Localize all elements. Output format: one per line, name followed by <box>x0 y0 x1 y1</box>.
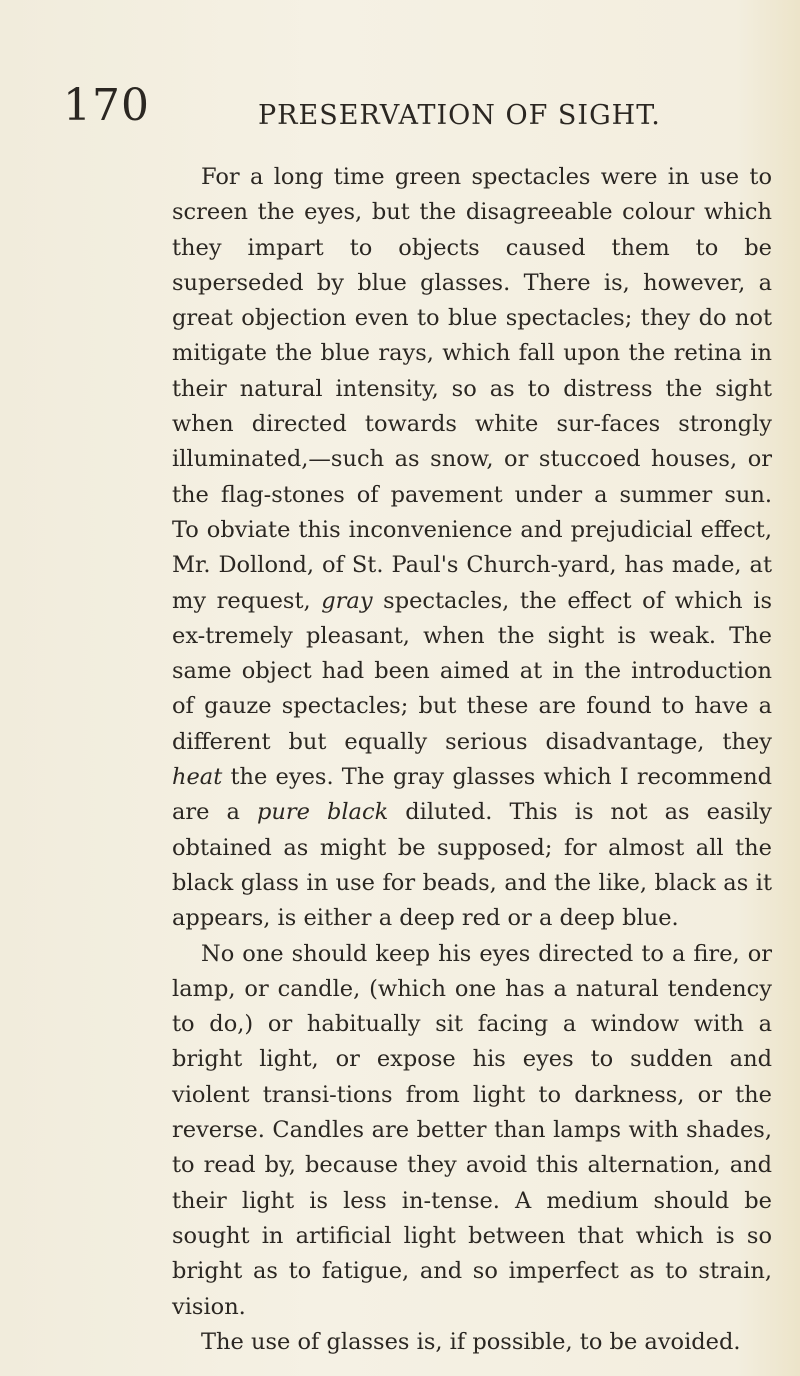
paragraph-1 <box>172 160 772 937</box>
text-segment: The use of glasses is, if possible, to be avoided. <box>201 1328 741 1355</box>
text-segment: spectacles, the effect of which is ex-tremely pleasant, when the sight is weak. The same object had been aimed at in the introduction of gauze spectacles; but these are found to have a different but equally serious disadvantage, they <box>172 587 773 755</box>
text-segment: For a long time green spectacles were in use to screen the eyes, but the disagreeable colour which they impart to objects caused them to be superseded by blue glasses. There is, however, a great objection even to blue spectacles; they do not mitigate the blue rays, which fall upon the retina in their natural intensity, so as to distress the sight when directed towards white sur-faces strongly illuminated,—such as snow, or stuccoed houses, or the flag-stones of pavement under a summer sun. To obviate this inconvenience and prejudicial effect, Mr. Dollond, of St. Paul's Church-yard, has made, at my request, <box>172 164 772 614</box>
italic-segment: gray <box>321 587 373 614</box>
italic-segment: heat <box>172 764 223 791</box>
text-segment: diluted. This is not as easily obtained as might be supposed; for almost all the black glass in use for beads, and the like, black as it appears, is either a deep red or a deep blue. <box>172 799 772 932</box>
paragraph-3 <box>172 1325 772 1360</box>
italic-segment: pure black <box>256 799 389 826</box>
running-title: PRESERVATION OF SIGHT. <box>258 100 661 131</box>
page-number: 170 <box>63 80 150 131</box>
body-text <box>172 160 772 1360</box>
text-segment: No one should keep his eyes directed to a fire, or lamp, or candle, (which one has a natural tendency to do,) or habitually sit facing a window with a bright light, or expose his eyes to sudden and violent transi-tions from light to darkness, or the reverse. Candles are better than lamps with shades, to read by, because they avoid this alternation, and their light is less in-tense. A medium should be sought in artificial light between that which is so bright as to fatigue, and so imperfect as to strain, vision. <box>172 940 772 1320</box>
text-segment: the eyes. The gray glasses which I recommend are a <box>172 764 772 826</box>
paragraph-2 <box>172 937 772 1325</box>
